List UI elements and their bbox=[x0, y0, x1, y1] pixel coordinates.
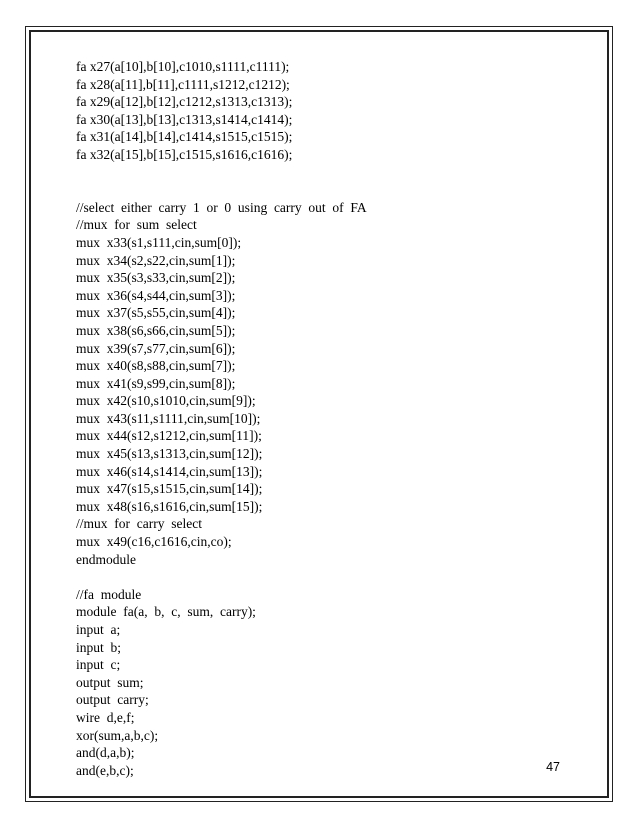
code-line: endmodule bbox=[76, 551, 136, 567]
code-line: mux x47(s15,s1515,cin,sum[14]); bbox=[76, 481, 263, 497]
code-line: output sum; bbox=[76, 674, 144, 690]
code-line: fa x31(a[14],b[14],c1414,s1515,c1515); bbox=[76, 129, 293, 145]
code-line: mux x43(s11,s1111,cin,sum[10]); bbox=[76, 410, 261, 426]
code-line: input c; bbox=[76, 657, 121, 673]
code-line: //mux for sum select bbox=[76, 217, 197, 233]
code-line: fa x29(a[12],b[12],c1212,s1313,c1313); bbox=[76, 94, 293, 110]
code-line: fa x32(a[15],b[15],c1515,s1616,c1616); bbox=[76, 146, 293, 162]
code-line: input b; bbox=[76, 639, 122, 655]
code-line: mux x37(s5,s55,cin,sum[4]); bbox=[76, 305, 236, 321]
code-line: input a; bbox=[76, 622, 121, 637]
blank-line bbox=[76, 181, 556, 199]
code-line: mux x36(s4,s44,cin,sum[3]); bbox=[76, 287, 236, 303]
code-line: wire d,e,f; bbox=[76, 709, 135, 725]
code-line: //fa module bbox=[76, 586, 142, 602]
code-line: mux x49(c16,c1616,cin,co); bbox=[76, 534, 232, 550]
code-line: mux x33(s1,s111,cin,sum[0]); bbox=[76, 234, 242, 250]
code-line: mux x39(s7,s77,cin,sum[6]); bbox=[76, 340, 236, 356]
code-line: //mux for carry select bbox=[76, 516, 202, 532]
code-line: fa x28(a[11],b[11],c1111,s1212,c1212); bbox=[76, 76, 290, 92]
code-line: mux x45(s13,s1313,cin,sum[12]); bbox=[76, 446, 263, 462]
code-line: fa x27(a[10],b[10],c1010,s1111,c1111); bbox=[76, 59, 290, 74]
code-line: mux x46(s14,s1414,cin,sum[13]); bbox=[76, 463, 263, 479]
code-line: mux x41(s9,s99,cin,sum[8]); bbox=[76, 375, 236, 391]
code-line: mux x48(s16,s1616,cin,sum[15]); bbox=[76, 498, 263, 514]
code-line: module fa(a, b, c, sum, carry); bbox=[76, 604, 256, 620]
code-line: xor(sum,a,b,c); bbox=[76, 727, 159, 743]
code-line: fa x30(a[13],b[13],c1313,s1414,c1414); bbox=[76, 111, 293, 127]
code-line: mux x34(s2,s22,cin,sum[1]); bbox=[76, 252, 236, 268]
blank-line bbox=[76, 164, 556, 182]
page-number: 47 bbox=[546, 760, 560, 774]
code-line: mux x35(s3,s33,cin,sum[2]); bbox=[76, 270, 236, 286]
code-line: mux x40(s8,s88,cin,sum[7]); bbox=[76, 358, 236, 374]
code-line: and(e,b,c); bbox=[76, 762, 134, 778]
blank-line bbox=[76, 568, 556, 586]
code-line: output carry; bbox=[76, 692, 149, 708]
code-line: mux x42(s10,s1010,cin,sum[9]); bbox=[76, 393, 256, 409]
code-line: //select either carry 1 or 0 using carry out of FA bbox=[76, 199, 367, 215]
code-line: mux x44(s12,s1212,cin,sum[11]); bbox=[76, 428, 262, 444]
verilog-code-block bbox=[76, 58, 556, 779]
code-line: mux x38(s6,s66,cin,sum[5]); bbox=[76, 322, 236, 338]
code-line: and(d,a,b); bbox=[76, 745, 135, 761]
